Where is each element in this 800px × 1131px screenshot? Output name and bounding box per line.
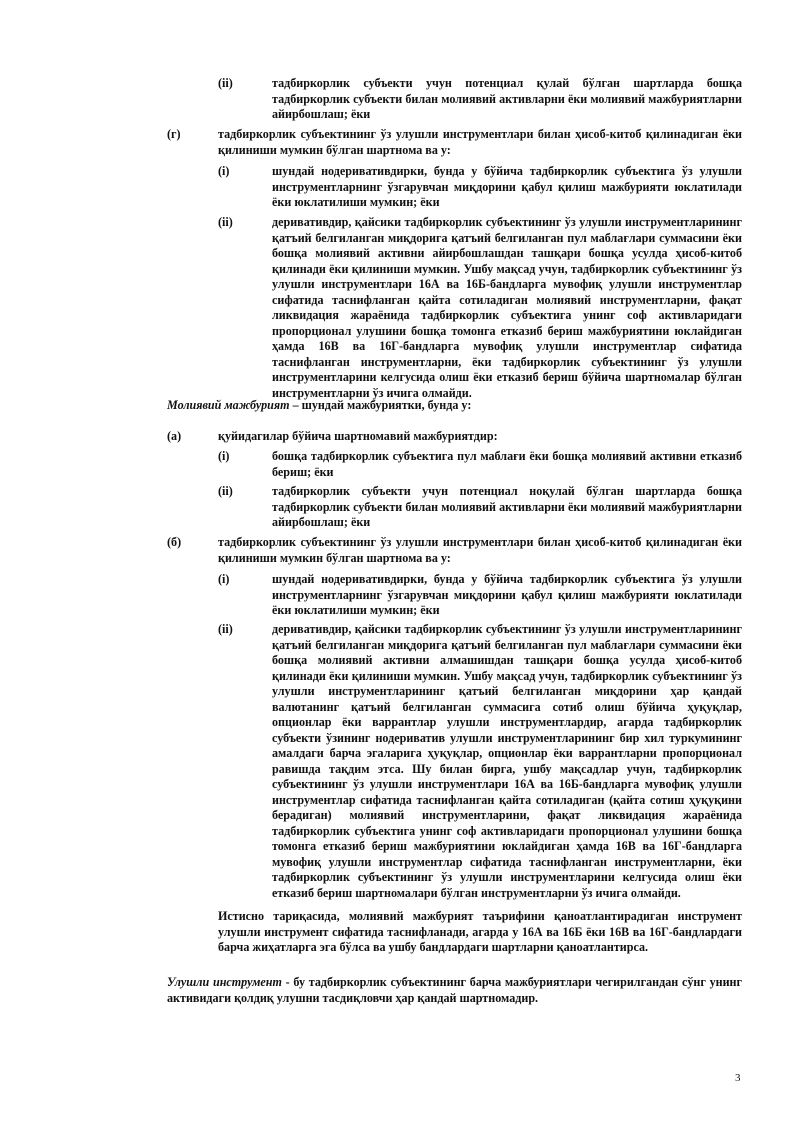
- item-label: (i): [218, 572, 230, 586]
- page-number: 3: [735, 1072, 741, 1084]
- item-text: деривативдир, қайсики тадбиркорлик субъектининг ўз улушли инструментларининг қатъий белгиланган миқдорига қатъий белгиланган пул маблағлари суммасини ёки бошқа молиявий активни алмашишдан ташқари бошқа усулда ҳисоб-китоб қилинади ёки қилиниши мумкин. Ушбу мақсад учун, тадбиркорлик субъектининг ўз улушли инструментларининг қатъий белгиланган миқдорини ҳар қандай валютанинг қатъий белгиланган суммасига сотиб олиш бўйича ҳуқуқлар, опционлар ёки варрантлар улушли инструментлардир, агарда тадбиркорлик субъекти ўзининг нодериватив улушли инструментларининг бир хил туркумининг амалдаги барча эгаларига ҳуқуқлар, опционлар ёки варрантларни пропорционал равишда тақдим этса. Шу билан бирга, ушбу мақсадлар учун, тадбиркорлик субъектининг ўз улушли инструментлари 16А ва 16Б-бандларга мувофиқ улушли инструментлар сифатида таснифланган қайта сотиладиган (қайта сотиш ҳуқуқини берадиган) молиявий инструментларини, фақат ликвидация жараёнида тадбиркорлик субъектига унинг соф активларидаги пропорционал улушини бошқа томонга етказиб бериш мажбуриятини юклайдиган ҳамда 16В ва 16Г-бандларга мувофиқ улушли инструментлар сифатида таснифланган инструментларни, ёки тадбиркорлик субъектининг ўз улушли инструментларини келгусида олиш ёки етказиб бериш шартномалари бўлган инструментларни ўз ичига олмайди.: [272, 622, 742, 900]
- item-label: (г): [167, 127, 181, 141]
- item-text: деривативдир, қайсики тадбиркорлик субъектининг ўз улушли инструментларининг қатъий белгиланган миқдорига қатъий белгиланган пул маблағлари суммасини ёки бошқа молиявий активни айирбошлашдан ташқари бошқа усулда ҳисоб-китоб қилинади ёки қилиниши мумкин. Ушбу мақсад учун, тадбиркорлик субъектининг ўз улушли инструментлари 16А ва 16Б-бандларга мувофиқ улушли инструментлар сифатида таснифланган қайта сотиладиган молиявий инструментларни, фақат ликвидация жараёнида тадбиркорлик субъектига унинг соф активларидаги пропорционал улушини бошқа томонга етказиб бериш мажбуриятини юклайдиган ҳамда 16В ва 16Г-бандларга мувофиқ улушли инструментлар сифатида таснифланган инструментларни, ёки тадбиркорлик субъектининг ўз улушли инструментларини келгусида олиш ёки етказиб бериш бўйича шартномалар бўлган инструментларни ўз ичига олмайди.: [272, 215, 742, 400]
- item-text: тадбиркорлик субъекти учун потенциал ноқулай бўлган шартларда бошқа тадбиркорлик субъекти билан молиявий активларни ёки молиявий мажбуриятларни айирбошлаш; ёки: [272, 484, 742, 529]
- item-text: шундай нодеривативдирки, бунда у бўйича тадбиркорлик субъектига ўз улушли инструментларнинг ўзгарувчан миқдорини қабул қилиш мажбурияти юклатилади ёки юклатилиши мумкин; ёки: [272, 572, 742, 617]
- item-label: (ii): [218, 622, 233, 636]
- item-text: бошқа тадбиркорлик субъектига пул маблағи ёки бошқа молиявий активни етказиб бериш; ёки: [272, 449, 742, 479]
- item-label: (б): [167, 535, 182, 549]
- item-text: қуйидагилар бўйича шартномавий мажбуриятдир:: [218, 429, 498, 443]
- definition-paragraph: [167, 398, 742, 414]
- definition-text: – шундай мажбуриятки, бунда у:: [289, 398, 472, 412]
- definition-term: Молиявий мажбурият: [167, 398, 290, 412]
- definition-paragraph: [167, 975, 742, 1006]
- item-label: (i): [218, 164, 230, 178]
- item-label: (ii): [218, 484, 233, 498]
- item-text: шундай нодеривативдирки, бунда у бўйича тадбиркорлик субъектига ўз улушли инструментларнинг ўзгарувчан миқдорини қабул қилиш мажбурияти юклатилади ёки юклатилиши мумкин; ёки: [272, 164, 742, 209]
- definition-term: Улушли инструмент: [167, 975, 282, 989]
- item-label: (ii): [218, 76, 233, 90]
- item-label: (i): [218, 449, 230, 463]
- item-label: (ii): [218, 215, 233, 229]
- item-label: (а): [167, 429, 182, 443]
- item-text: тадбиркорлик субъектининг ўз улушли инструментлари билан ҳисоб-китоб қилинадиган ёки қилиниши мумкин бўлган шартнома ва у:: [218, 535, 742, 565]
- item-text: тадбиркорлик субъекти учун потенциал қулай бўлган шартларда бошқа тадбиркорлик субъекти билан молиявий активларни ёки молиявий мажбуриятларни айирбошлаш; ёки: [272, 76, 742, 121]
- exception-paragraph: Истисно тариқасида, молиявий мажбурият таърифини қаноатлантирадиган инструмент улушли инструмент сифатида таснифланади, агарда у 16А ва 16Б ёки 16В ва 16Г-бандлардаги барча жиҳатларга эга бўлса ва ушбу бандлардаги шартларни қаноатлантирса.: [218, 909, 742, 954]
- item-text: тадбиркорлик субъектининг ўз улушли инструментлари билан ҳисоб-китоб қилинадиган ёки қилиниши мумкин бўлган шартнома ва у:: [218, 127, 742, 157]
- definition-text: - бу тадбиркорлик субъектининг барча мажбуриятлари чегирилгандан сўнг унинг активидаги қолдиқ улушни тасдиқловчи ҳар қандай шартномадир.: [167, 975, 743, 1005]
